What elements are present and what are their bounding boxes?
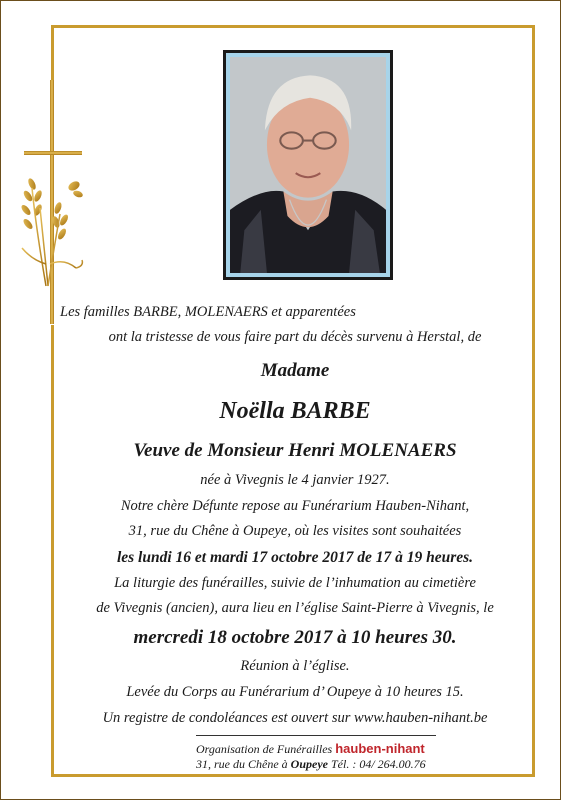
address-prefix: 31, rue du Chêne à xyxy=(196,757,288,771)
address-phone: Tél. : 04/ 264.00.76 xyxy=(330,757,426,771)
funeral-date: mercredi 18 octobre 2017 à 10 heures 30. xyxy=(133,627,457,648)
portrait-photo xyxy=(230,57,386,273)
footer-divider xyxy=(196,735,436,736)
organisation-label: Organisation de Funérailles xyxy=(196,742,333,756)
birth-line: née à Vivegnis le 4 janvier 1927. xyxy=(200,472,390,488)
footer-address xyxy=(196,757,456,772)
funeral-line-2: de Vivegnis (ancien), aura lieu en l’église Saint-Pierre à Vivegnis, le xyxy=(96,600,494,616)
widow-line: Veuve de Monsieur Henri MOLENAERS xyxy=(133,440,457,461)
deceased-name: Noëlla BARBE xyxy=(219,398,371,424)
title: Madame xyxy=(260,360,330,381)
cross-arm xyxy=(24,151,82,155)
rest-line-2: 31, rue du Chêne à Oupeye, où les visites sont souhaitées xyxy=(128,523,462,539)
brand-logo: hauben-nihant xyxy=(335,741,425,756)
portrait-mat xyxy=(226,53,390,277)
footer-organisation xyxy=(196,741,456,757)
portrait-image xyxy=(230,57,386,273)
meeting-line: Réunion à l’église. xyxy=(240,658,350,674)
portrait-frame xyxy=(223,50,393,280)
rest-line-1: Notre chère Défunte repose au Funérarium Hauben-Nihant, xyxy=(120,498,470,514)
levee-line: Levée du Corps au Funérarium d’ Oupeye à 10 heures 15. xyxy=(126,684,464,700)
intro-line-2: ont la tristesse de vous faire part du décès survenu à Herstal, de xyxy=(108,329,482,345)
address-city: Oupeye xyxy=(290,757,328,771)
registry-line: Un registre de condoléances est ouvert sur www.hauben-nihant.be xyxy=(102,710,488,726)
wheat-butterfly-icon xyxy=(18,168,90,288)
funeral-line-1: La liturgie des funérailles, suivie de l’inhumation au cimetière xyxy=(114,575,476,591)
visit-dates: les lundi 16 et mardi 17 octobre 2017 de 17 à 19 heures. xyxy=(116,549,474,566)
intro-line-1: Les familles BARBE, MOLENAERS et apparentées xyxy=(60,304,356,320)
